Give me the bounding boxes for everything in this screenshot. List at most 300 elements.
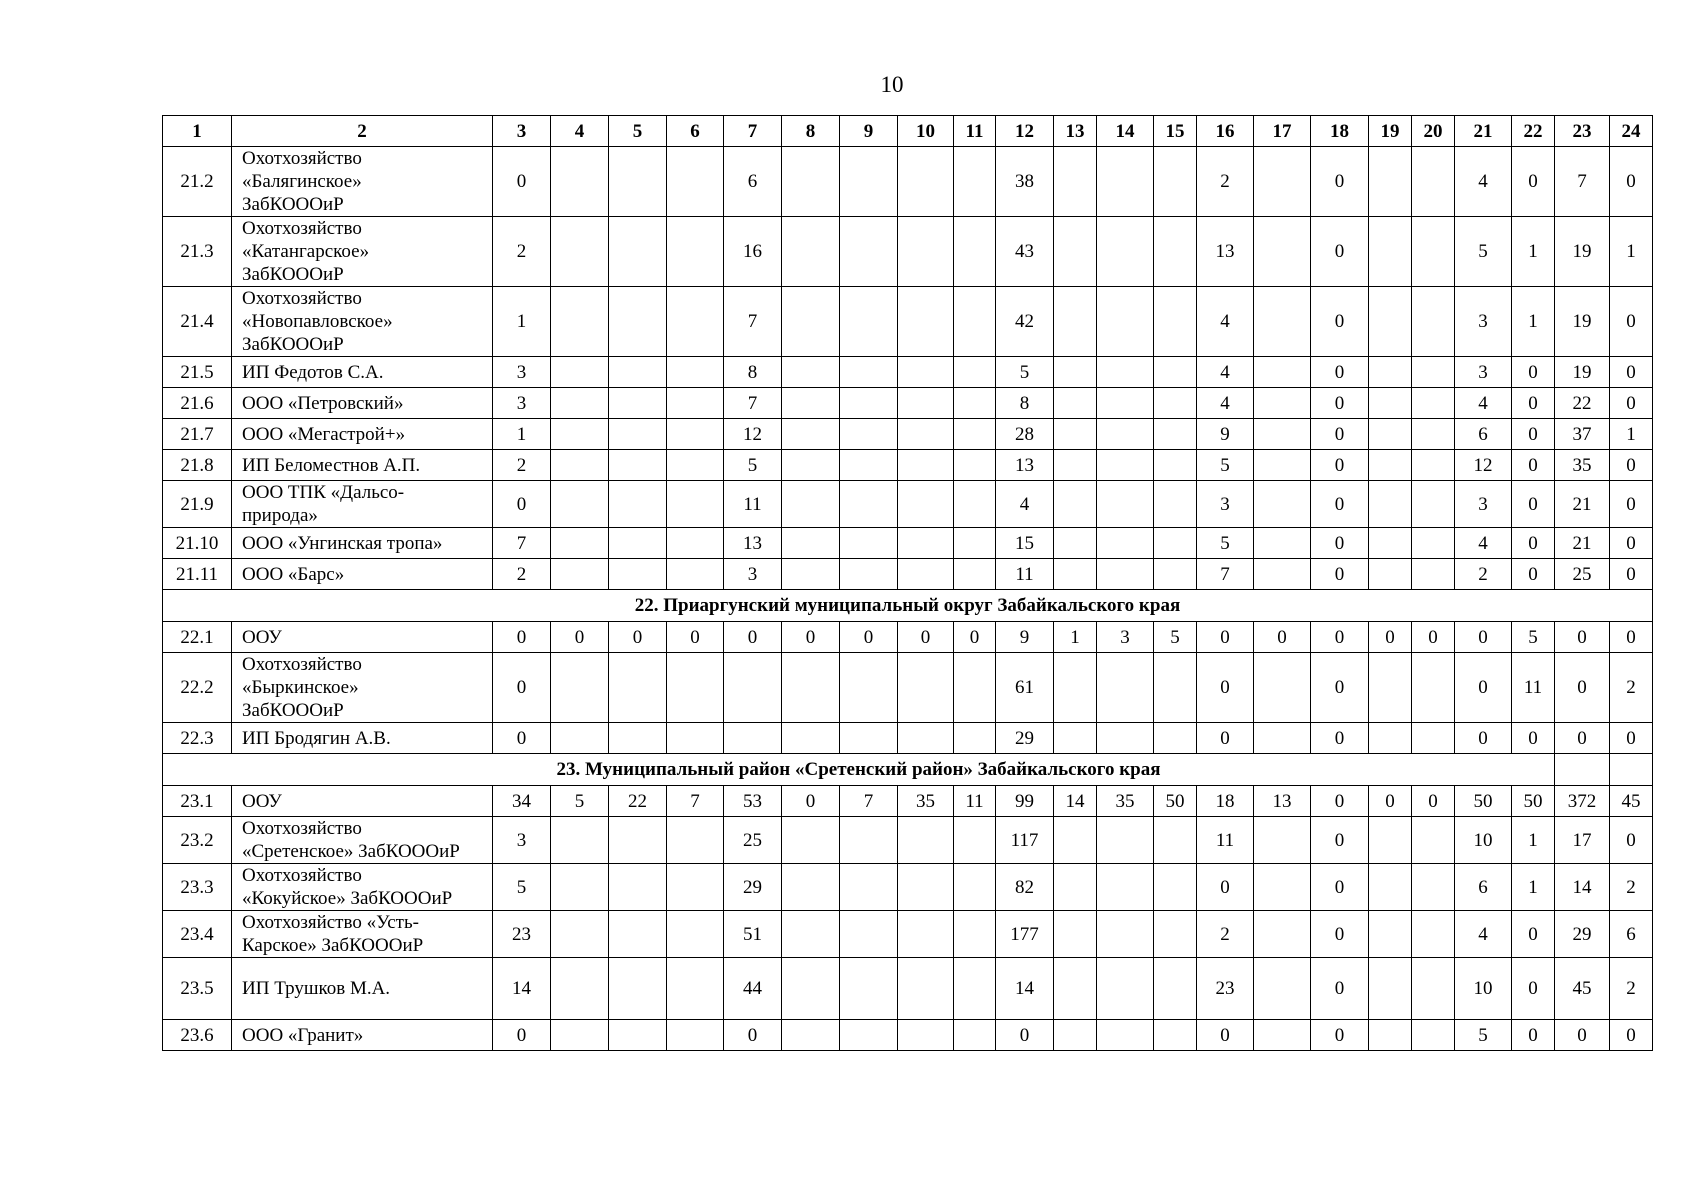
table-cell [782, 559, 840, 590]
organization-name [232, 481, 493, 528]
table-cell: 45 [1610, 786, 1653, 817]
table-cell [898, 419, 954, 450]
organization-name [232, 450, 493, 481]
table-cell [1054, 147, 1097, 217]
table-cell: 0 [493, 723, 551, 754]
column-header: 9 [840, 116, 898, 147]
table-cell [609, 817, 667, 864]
section-row [163, 754, 1653, 786]
table-cell [954, 723, 996, 754]
table-cell [1254, 911, 1311, 958]
table-cell: 0 [840, 622, 898, 653]
table-cell [898, 911, 954, 958]
table-cell [1054, 723, 1097, 754]
table-cell: 0 [1512, 559, 1555, 590]
table-cell: 0 [493, 1020, 551, 1051]
table-cell [551, 419, 609, 450]
table-cell [551, 357, 609, 388]
table-cell [667, 217, 724, 287]
table-cell: 1 [1610, 419, 1653, 450]
table-cell: 29 [996, 723, 1054, 754]
table-cell: 0 [996, 1020, 1054, 1051]
table-cell [1254, 528, 1311, 559]
table-cell: 0 [1197, 723, 1254, 754]
row-number: 22.1 [163, 622, 232, 653]
table-cell [1369, 559, 1412, 590]
table-cell: 5 [996, 357, 1054, 388]
column-header: 8 [782, 116, 840, 147]
table-cell: 0 [493, 653, 551, 723]
table-cell: 0 [1610, 388, 1653, 419]
table-cell: 12 [1455, 450, 1512, 481]
table-cell [551, 287, 609, 357]
table-cell [1054, 357, 1097, 388]
row-number: 23.3 [163, 864, 232, 911]
table-cell [1097, 450, 1154, 481]
table-cell [1154, 388, 1197, 419]
table-cell [1154, 1020, 1197, 1051]
table-cell: 3 [493, 388, 551, 419]
table-header [163, 116, 1653, 147]
table-cell [898, 958, 954, 1020]
table-cell: 0 [1311, 528, 1369, 559]
table-cell: 0 [1555, 1020, 1610, 1051]
table-cell: 35 [1555, 450, 1610, 481]
table-row [163, 450, 1653, 481]
table-cell [898, 388, 954, 419]
table-cell: 0 [1512, 388, 1555, 419]
table-cell [1369, 481, 1412, 528]
table-cell [1412, 559, 1455, 590]
table-cell [840, 419, 898, 450]
organization-name [232, 287, 493, 357]
table-cell [609, 653, 667, 723]
table-cell: 21 [1555, 528, 1610, 559]
table-cell: 61 [996, 653, 1054, 723]
table-cell: 28 [996, 419, 1054, 450]
organization-name-line: Охотхозяйство [242, 654, 362, 675]
table-cell [1097, 287, 1154, 357]
row-number: 21.2 [163, 147, 232, 217]
organization-name-line: ЗабКОООиР [242, 194, 344, 215]
table-cell: 0 [1512, 147, 1555, 217]
table-cell: 0 [1311, 653, 1369, 723]
table-cell: 38 [996, 147, 1054, 217]
table-cell [667, 388, 724, 419]
table-cell: 4 [1197, 357, 1254, 388]
column-header: 3 [493, 116, 551, 147]
table-cell: 8 [724, 357, 782, 388]
table-cell: 0 [1197, 653, 1254, 723]
organization-name-line: «Новопавловское» [242, 311, 393, 332]
table-row [163, 481, 1653, 528]
organization-name-line: Охотхозяйство [242, 288, 362, 309]
table-cell: 0 [667, 622, 724, 653]
table-cell [954, 559, 996, 590]
table-cell: 0 [1455, 723, 1512, 754]
table-cell [1254, 653, 1311, 723]
table-cell: 0 [1311, 287, 1369, 357]
organization-name-line: Охотхозяйство [242, 865, 362, 886]
table-cell: 0 [1610, 817, 1653, 864]
table-cell: 0 [1610, 622, 1653, 653]
table-cell [1097, 723, 1154, 754]
table-cell: 0 [1311, 388, 1369, 419]
table-cell [667, 958, 724, 1020]
table-cell [1412, 653, 1455, 723]
table-cell [840, 958, 898, 1020]
table-cell [782, 958, 840, 1020]
table-cell: 0 [724, 622, 782, 653]
table-cell [1154, 217, 1197, 287]
table-cell: 0 [954, 622, 996, 653]
row-number: 21.5 [163, 357, 232, 388]
table-cell [724, 723, 782, 754]
table-cell: 0 [1197, 1020, 1254, 1051]
column-header: 23 [1555, 116, 1610, 147]
table-cell: 2 [1610, 958, 1653, 1020]
table-cell [1412, 723, 1455, 754]
table-cell [724, 653, 782, 723]
organization-name-line: ИП Трушков М.А. [242, 978, 391, 999]
table-cell: 0 [1197, 864, 1254, 911]
table-cell [1412, 419, 1455, 450]
table-cell: 14 [1054, 786, 1097, 817]
table-cell [1254, 958, 1311, 1020]
table-cell [1054, 287, 1097, 357]
table-cell: 14 [493, 958, 551, 1020]
table-cell: 11 [724, 481, 782, 528]
table-cell [840, 357, 898, 388]
organization-name-line: ИП Бродягин А.В. [242, 727, 391, 749]
table-cell [954, 450, 996, 481]
column-header: 17 [1254, 116, 1311, 147]
table-cell: 0 [898, 622, 954, 653]
organization-name [232, 217, 493, 287]
column-header: 2 [232, 116, 493, 147]
table-cell [551, 388, 609, 419]
table-cell: 2 [1197, 147, 1254, 217]
table-cell: 0 [1412, 622, 1455, 653]
table-cell [1369, 450, 1412, 481]
table-cell: 3 [1197, 481, 1254, 528]
table-cell [782, 481, 840, 528]
table-row [163, 147, 1653, 217]
table-cell [667, 911, 724, 958]
organization-name-line: ЗабКОООиР [242, 264, 344, 285]
table-cell: 9 [996, 622, 1054, 653]
table-cell [667, 559, 724, 590]
section-title: 23. Муниципальный район «Сретенский район» Забайкальского края [163, 754, 1555, 786]
table-cell [840, 481, 898, 528]
table-cell [609, 528, 667, 559]
organization-name-line: «Балягинское» [242, 171, 362, 192]
table-cell: 4 [1197, 287, 1254, 357]
table-cell: 6 [1610, 911, 1653, 958]
column-header: 18 [1311, 116, 1369, 147]
organization-name [232, 864, 493, 911]
table-cell: 4 [996, 481, 1054, 528]
table-cell: 16 [724, 217, 782, 287]
table-cell [1369, 357, 1412, 388]
table-cell: 11 [996, 559, 1054, 590]
table-cell [782, 1020, 840, 1051]
table-cell [898, 357, 954, 388]
table-cell: 0 [1311, 559, 1369, 590]
table-cell: 0 [1311, 147, 1369, 217]
table-cell: 25 [724, 817, 782, 864]
table-cell: 5 [1512, 622, 1555, 653]
organization-name-line: ИП Беломестнов А.П. [242, 454, 421, 476]
table-row [163, 559, 1653, 590]
table-cell [1369, 217, 1412, 287]
table-cell [1154, 450, 1197, 481]
table-cell [1054, 958, 1097, 1020]
organization-name-line: «Кокуйское» ЗабКОООиР [242, 888, 453, 909]
table-cell [1369, 1020, 1412, 1051]
table-body [163, 147, 1653, 1051]
table-cell [1097, 357, 1154, 388]
table-cell: 7 [724, 388, 782, 419]
table-cell: 372 [1555, 786, 1610, 817]
table-cell [954, 1020, 996, 1051]
table-row [163, 287, 1653, 357]
row-number: 21.11 [163, 559, 232, 590]
table-cell [840, 147, 898, 217]
organization-name-line: «Быркинское» [242, 677, 359, 698]
table-cell [840, 1020, 898, 1051]
table-cell: 1 [1512, 217, 1555, 287]
column-header: 6 [667, 116, 724, 147]
table-cell: 4 [1455, 147, 1512, 217]
table-cell: 0 [1311, 786, 1369, 817]
table-cell: 177 [996, 911, 1054, 958]
table-cell: 3 [724, 559, 782, 590]
table-cell: 0 [1610, 723, 1653, 754]
table-cell [667, 653, 724, 723]
section-row [163, 590, 1653, 622]
table-cell [782, 528, 840, 559]
table-cell [782, 217, 840, 287]
organization-name [232, 1020, 493, 1051]
table-row [163, 817, 1653, 864]
table-cell: 2 [1197, 911, 1254, 958]
table-cell: 3 [1097, 622, 1154, 653]
table-cell: 0 [1311, 217, 1369, 287]
table-cell [609, 419, 667, 450]
table-cell [1054, 1020, 1097, 1051]
organization-name-line: ЗабКОООиР [242, 334, 344, 355]
table-cell [551, 147, 609, 217]
column-header: 7 [724, 116, 782, 147]
table-cell: 2 [1610, 653, 1653, 723]
table-cell: 14 [1555, 864, 1610, 911]
table-cell [667, 1020, 724, 1051]
table-cell: 14 [996, 958, 1054, 1020]
organization-name [232, 622, 493, 653]
table-cell: 117 [996, 817, 1054, 864]
table-cell [1369, 817, 1412, 864]
table-cell [898, 653, 954, 723]
table-cell: 0 [1512, 911, 1555, 958]
table-cell: 0 [1369, 786, 1412, 817]
table-cell: 13 [1197, 217, 1254, 287]
table-cell [898, 864, 954, 911]
table-cell: 5 [1197, 528, 1254, 559]
table-cell: 6 [724, 147, 782, 217]
table-row [163, 911, 1653, 958]
organization-name-line: Охотхозяйство [242, 818, 362, 839]
table-cell [782, 817, 840, 864]
table-cell [1369, 911, 1412, 958]
table-cell [1412, 1020, 1455, 1051]
table-cell [1054, 653, 1097, 723]
table-cell: 45 [1555, 958, 1610, 1020]
table-cell: 82 [996, 864, 1054, 911]
table-row [163, 723, 1653, 754]
table-cell [898, 287, 954, 357]
table-cell [609, 388, 667, 419]
table-cell [954, 817, 996, 864]
table-cell [551, 958, 609, 1020]
organization-name [232, 911, 493, 958]
organization-name [232, 723, 493, 754]
organization-name [232, 817, 493, 864]
table-cell [1369, 287, 1412, 357]
organization-name-line: ООО «Гранит» [242, 1024, 364, 1046]
table-cell: 25 [1555, 559, 1610, 590]
table-cell [1412, 481, 1455, 528]
table-cell: 50 [1154, 786, 1197, 817]
table-cell [609, 481, 667, 528]
table-cell [898, 481, 954, 528]
table-cell [609, 864, 667, 911]
table-cell: 1 [1512, 817, 1555, 864]
organization-name [232, 958, 493, 1020]
table-cell [954, 528, 996, 559]
table-cell: 0 [551, 622, 609, 653]
table-cell: 1 [1054, 622, 1097, 653]
table-cell: 51 [724, 911, 782, 958]
table-row [163, 653, 1653, 723]
section-title: 22. Приаргунский муниципальный округ Забайкальского края [163, 590, 1653, 622]
organization-name-line: ООУ [242, 626, 282, 648]
table-row [163, 388, 1653, 419]
table-cell: 5 [493, 864, 551, 911]
table-cell: 0 [1555, 723, 1610, 754]
table-cell [1412, 357, 1455, 388]
table-cell [898, 450, 954, 481]
organization-name [232, 147, 493, 217]
table-cell [551, 817, 609, 864]
organization-name-line: природа» [242, 505, 318, 526]
table-cell [1097, 1020, 1154, 1051]
page-number: 10 [880, 72, 904, 97]
table-cell: 0 [1311, 357, 1369, 388]
table-cell [840, 388, 898, 419]
table-cell [1097, 817, 1154, 864]
table-cell [1097, 217, 1154, 287]
column-header: 11 [954, 116, 996, 147]
table-cell: 0 [1610, 357, 1653, 388]
row-number: 21.6 [163, 388, 232, 419]
column-header: 13 [1054, 116, 1097, 147]
table-cell [840, 723, 898, 754]
row-number: 21.4 [163, 287, 232, 357]
table-cell: 0 [782, 622, 840, 653]
table-cell [840, 450, 898, 481]
table-cell [782, 419, 840, 450]
table-cell: 5 [1197, 450, 1254, 481]
organization-name-line: Охотхозяйство [242, 218, 362, 239]
table-cell: 3 [493, 817, 551, 864]
table-cell [954, 911, 996, 958]
table-cell: 50 [1455, 786, 1512, 817]
table-cell: 0 [1455, 622, 1512, 653]
organization-name-line: «Сретенское» ЗабКОООиР [242, 841, 460, 862]
table-cell: 10 [1455, 817, 1512, 864]
table-cell [609, 450, 667, 481]
table-cell: 4 [1455, 388, 1512, 419]
table-cell: 0 [1311, 958, 1369, 1020]
table-cell [898, 559, 954, 590]
table-cell [840, 287, 898, 357]
row-number: 21.3 [163, 217, 232, 287]
table-cell [667, 864, 724, 911]
table-cell [667, 287, 724, 357]
empty-cell [1610, 754, 1653, 786]
table-cell [1254, 481, 1311, 528]
table-cell: 1 [1512, 864, 1555, 911]
organization-name-line: Охотхозяйство [242, 148, 362, 169]
table-cell: 15 [996, 528, 1054, 559]
table-cell: 2 [493, 217, 551, 287]
table-cell [1154, 147, 1197, 217]
table-cell [551, 559, 609, 590]
table-cell: 34 [493, 786, 551, 817]
table-cell [1154, 653, 1197, 723]
table-cell: 4 [1197, 388, 1254, 419]
table-cell: 0 [1311, 450, 1369, 481]
table-cell [1412, 911, 1455, 958]
table-cell [898, 217, 954, 287]
table-cell: 0 [1512, 357, 1555, 388]
table-cell [782, 911, 840, 958]
table-cell: 12 [724, 419, 782, 450]
table-cell [667, 450, 724, 481]
table-cell: 2 [493, 450, 551, 481]
column-header: 19 [1369, 116, 1412, 147]
organization-name [232, 786, 493, 817]
column-header: 22 [1512, 116, 1555, 147]
table-cell: 5 [1455, 217, 1512, 287]
table-cell: 0 [1512, 958, 1555, 1020]
table-cell [1154, 528, 1197, 559]
table-cell: 9 [1197, 419, 1254, 450]
table-cell: 0 [1512, 450, 1555, 481]
row-number: 23.1 [163, 786, 232, 817]
table-cell: 0 [1610, 1020, 1653, 1051]
table-row [163, 357, 1653, 388]
table-cell [1412, 528, 1455, 559]
table-cell [1412, 450, 1455, 481]
table-cell [1054, 528, 1097, 559]
table-cell [1054, 217, 1097, 287]
table-cell [1254, 388, 1311, 419]
table-cell: 7 [724, 287, 782, 357]
table-cell [840, 911, 898, 958]
table-cell [1369, 958, 1412, 1020]
